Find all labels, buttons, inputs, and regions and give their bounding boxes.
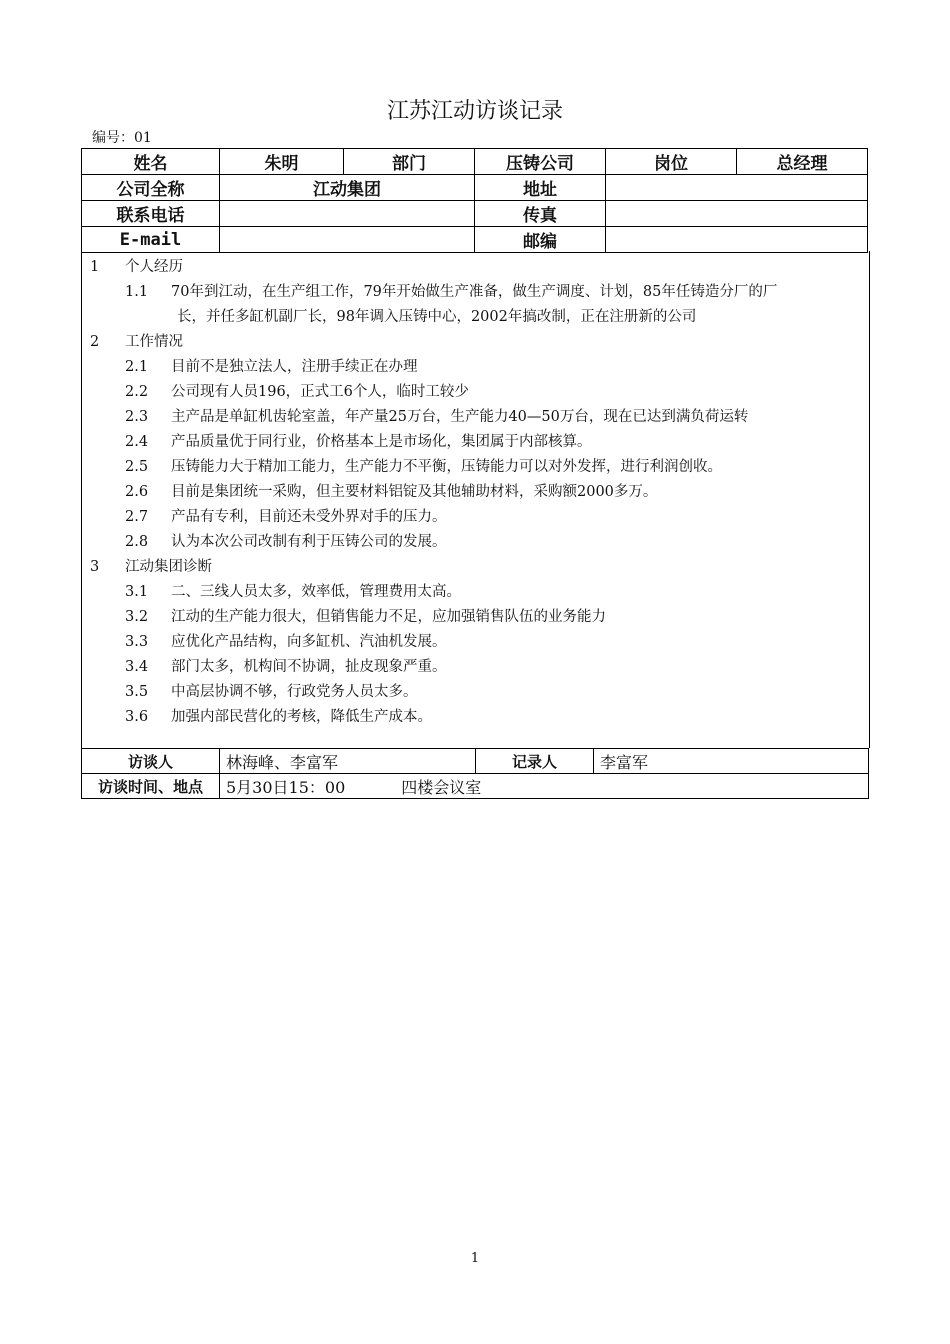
list-item <box>125 705 432 726</box>
item-text: 江动的生产能力很大，但销售能力不足，应加强销售队伍的业务能力 <box>171 609 606 625</box>
fax-value <box>606 201 868 227</box>
section-heading <box>90 255 183 276</box>
section-number: 2 <box>90 334 100 350</box>
item-number: 2.7 <box>125 509 149 525</box>
company-value: 江动集团 <box>220 175 475 201</box>
interviewer-label: 访谈人 <box>82 749 220 774</box>
section-number: 3 <box>90 559 100 575</box>
item-number: 2.1 <box>125 359 149 375</box>
interviewer-value: 林海峰、李富军 <box>220 749 476 774</box>
section-title: 江动集团诊断 <box>125 559 212 575</box>
time-place-value <box>220 774 869 799</box>
item-number: 2.5 <box>125 459 149 475</box>
list-item <box>125 280 777 301</box>
list-item <box>125 680 418 701</box>
item-number: 3.4 <box>125 659 149 675</box>
item-text: 产品有专利，目前还未受外界对手的压力。 <box>171 509 447 525</box>
item-text: 认为本次公司改制有利于压铸公司的发展。 <box>171 534 447 550</box>
dept-value: 压铸公司 <box>475 149 606 175</box>
item-number: 3.6 <box>125 709 149 725</box>
list-item <box>125 530 447 551</box>
list-item <box>125 430 592 451</box>
list-item-continuation: 长，并任多缸机副厂长，98年调入压铸中心，2002年搞改制，正在注册新的公司 <box>177 309 697 325</box>
post-label: 岗位 <box>606 149 737 175</box>
item-number: 2.2 <box>125 384 149 400</box>
section-title: 个人经历 <box>125 259 183 275</box>
item-text: 加强内部民营化的考核，降低生产成本。 <box>171 709 432 725</box>
section-heading <box>90 330 183 351</box>
phone-label: 联系电话 <box>82 201 220 227</box>
item-text: 目前是集团统一采购，但主要材料铝锭及其他辅助材料，采购额2000多万。 <box>171 484 658 500</box>
interview-notes <box>81 251 870 748</box>
zip-label: 邮编 <box>475 227 606 253</box>
section-title: 工作情况 <box>125 334 183 350</box>
item-number: 2.3 <box>125 409 149 425</box>
time-place-label: 访谈时间、地点 <box>82 774 220 799</box>
list-item <box>125 630 447 651</box>
item-text: 70年到江动，在生产组工作，79年开始做生产准备，做生产调度、计划，85年任铸造分厂的厂 <box>171 284 778 300</box>
list-item <box>125 480 657 501</box>
item-number: 2.8 <box>125 534 149 550</box>
phone-value <box>220 201 475 227</box>
email-value <box>220 227 475 253</box>
item-number: 3.5 <box>125 684 149 700</box>
list-item <box>125 580 461 601</box>
list-item <box>125 655 447 676</box>
section-heading <box>90 555 212 576</box>
name-label: 姓名 <box>82 149 220 175</box>
item-number: 3.2 <box>125 609 149 625</box>
info-table <box>81 148 868 253</box>
post-value: 总经理 <box>737 149 868 175</box>
list-item <box>125 355 418 376</box>
dept-label: 部门 <box>344 149 475 175</box>
list-item <box>125 380 469 401</box>
interview-place: 四楼会议室 <box>401 777 482 797</box>
zip-value <box>606 227 868 253</box>
address-value <box>606 175 868 201</box>
item-text: 中高层协调不够，行政党务人员太多。 <box>171 684 418 700</box>
item-text: 二、三线人员太多，效率低，管理费用太高。 <box>171 584 461 600</box>
list-item <box>125 405 748 426</box>
item-text: 产品质量优于同行业，价格基本上是市场化，集团属于内部核算。 <box>171 434 592 450</box>
interview-time: 5月30日15：00 <box>226 777 346 797</box>
item-number: 1.1 <box>125 284 149 300</box>
recorder-value: 李富军 <box>594 749 869 774</box>
item-text: 目前不是独立法人，注册手续正在办理 <box>171 359 418 375</box>
item-text: 主产品是单缸机齿轮室盖，年产量25万台，生产能力40—50万台，现在已达到满负荷运转 <box>171 409 749 425</box>
item-number: 3.1 <box>125 584 149 600</box>
list-item <box>125 455 722 476</box>
document-number: 编号：01 <box>92 130 152 146</box>
footer-table <box>81 748 869 799</box>
page-title: 江苏江动访谈记录 <box>386 99 563 124</box>
item-number: 2.4 <box>125 434 149 450</box>
recorder-label: 记录人 <box>476 749 594 774</box>
company-label: 公司全称 <box>82 175 220 201</box>
item-text: 部门太多，机构间不协调，扯皮现象严重。 <box>171 659 447 675</box>
list-item <box>125 505 447 526</box>
item-text: 公司现有人员196，正式工6个人，临时工较少 <box>171 384 469 400</box>
item-number: 3.3 <box>125 634 149 650</box>
section-number: 1 <box>90 259 100 275</box>
email-label: E-mail <box>82 227 220 253</box>
list-item <box>125 605 606 626</box>
name-value: 朱明 <box>220 149 344 175</box>
address-label: 地址 <box>475 175 606 201</box>
page-number: 1 <box>470 1251 480 1266</box>
item-text: 压铸能力大于精加工能力，生产能力不平衡，压铸能力可以对外发挥，进行利润创收。 <box>171 459 722 475</box>
item-text: 应优化产品结构，向多缸机、汽油机发展。 <box>171 634 447 650</box>
item-number: 2.6 <box>125 484 149 500</box>
fax-label: 传真 <box>475 201 606 227</box>
